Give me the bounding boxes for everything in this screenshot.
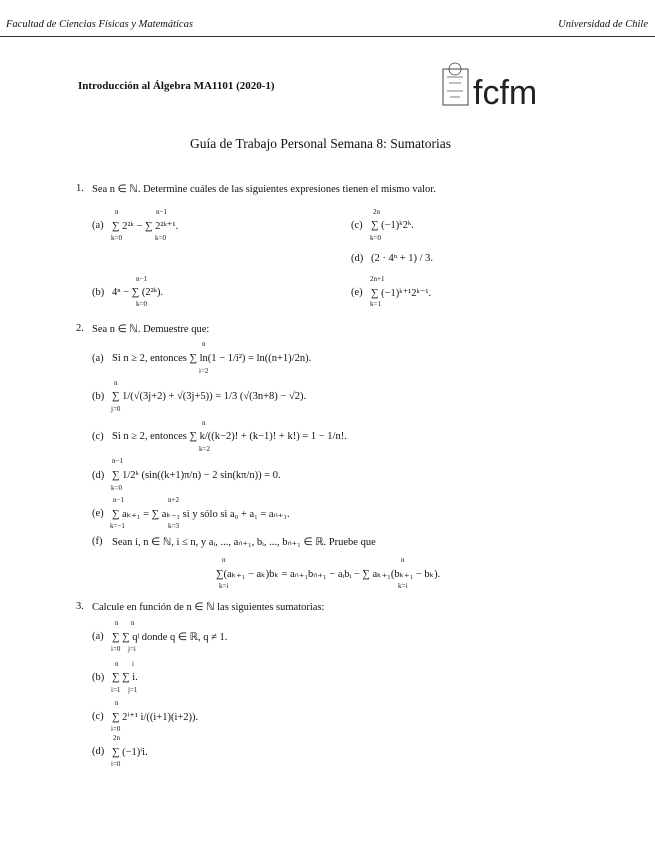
p2-b-sup1: n <box>114 379 118 387</box>
p1-d-expr: (2 · 4ⁿ + 1) / 3. <box>371 253 434 264</box>
p1-c-label: (c) <box>351 220 363 231</box>
p2-a-sub1: i=2 <box>199 367 209 375</box>
p1-c-sup1: 2n <box>373 208 380 216</box>
p1-d-label: (d) <box>351 253 364 264</box>
p1-a-label: (a) <box>92 220 104 231</box>
p2-e-sup1: n−1 <box>113 496 124 504</box>
p3-b-label: (b) <box>92 672 105 683</box>
p3-c-sub1: i=0 <box>111 725 121 733</box>
p2-b-sub1: j=0 <box>111 405 121 413</box>
p2-f-display-sup2: n <box>401 556 405 564</box>
p3-b-expr: ∑ ∑ i. <box>112 672 138 683</box>
p1-a-sup1: n <box>115 208 119 216</box>
p2-f-display: ∑(aₖ₊₁ − aₖ)bₖ = aₙ₊₁bₙ₊₁ − aᵢbᵢ − ∑ aₖ₊₁(bₖ₊₁ − bₖ). <box>216 569 441 580</box>
p1-c-sub1: k=0 <box>370 234 381 242</box>
p3-b-sup1: n <box>115 660 119 668</box>
p2-c-sub1: k=2 <box>199 445 210 453</box>
p2-d-expr: ∑ 1/2ᵏ (sin((k+1)π/n) − 2 sin(kπ/n)) = 0. <box>112 470 281 481</box>
header-university: Universidad de Chile <box>558 19 648 30</box>
p1-b-label: (b) <box>92 287 105 298</box>
svg-text:fcfm: fcfm <box>473 74 536 111</box>
p3-a-sub2: j=i <box>128 645 136 653</box>
p3-d-label: (d) <box>92 746 105 757</box>
p3-b-sub2: j=1 <box>128 686 138 694</box>
p2-e-sup2: n+2 <box>168 496 179 504</box>
p2-e-label: (e) <box>92 508 104 519</box>
p2-f-display-sup1: n <box>222 556 226 564</box>
p1-e-expr: ∑ (−1)ᵏ⁺¹2ᵏ⁻¹. <box>371 288 432 299</box>
header-faculty: Facultad de Ciencias Físicas y Matemáticas <box>6 19 193 30</box>
p1-a-sub1: k=0 <box>111 234 122 242</box>
fcfm-logo <box>441 61 536 111</box>
problem-2-number: 2. <box>76 323 84 334</box>
p3-c-expr: ∑ 2ⁱ⁺¹ i/((i+1)(i+2)). <box>112 712 199 723</box>
p2-e-sub2: k=3 <box>168 522 179 530</box>
problem-1-statement: Sea n ∈ ℕ. Determine cuáles de las siguientes expresiones tienen el mismo valor. <box>92 184 436 195</box>
p2-a-label: (a) <box>92 353 104 364</box>
p2-c-expr: Si n ≥ 2, entonces ∑ k/((k−2)! + (k−1)! + k!) = 1 − 1/n!. <box>112 431 347 442</box>
p1-b-expr: 4ⁿ − ∑ (2²ᵏ). <box>112 287 164 298</box>
problem-3-statement: Calcule en función de n ∈ ℕ las siguientes sumatorias: <box>92 602 325 613</box>
p2-c-label: (c) <box>92 431 104 442</box>
p2-d-sup1: n−1 <box>112 457 123 465</box>
p2-d-label: (d) <box>92 470 105 481</box>
p3-d-sup1: 2n <box>113 734 120 742</box>
p3-b-sub1: i=1 <box>111 686 121 694</box>
guide-title: Guía de Trabajo Personal Semana 8: Sumatorias <box>190 136 451 151</box>
p3-b-sup2: i <box>132 660 134 668</box>
p1-e-label: (e) <box>351 287 363 298</box>
p1-e-sub1: k=1 <box>370 300 381 308</box>
p3-a-sub1: i=0 <box>111 645 121 653</box>
p3-a-sup1: n <box>115 619 119 627</box>
p1-e-sup1: 2n+1 <box>370 275 385 283</box>
p3-a-sup2: n <box>131 619 135 627</box>
p2-f-display-sub1: k=i <box>219 582 229 590</box>
p2-f-expr: Sean i, n ∈ ℕ, i ≤ n, y aᵢ, ..., aₙ₊₁, bᵢ, ..., bₙ₊₁ ∈ ℝ. Pruebe que <box>112 537 376 548</box>
p2-c-sup1: n <box>202 419 206 427</box>
p3-d-sub1: i=0 <box>111 760 121 768</box>
p2-b-label: (b) <box>92 391 105 402</box>
p1-a-expr: ∑ 2²ᵏ − ∑ 2²ᵏ⁺¹. <box>112 221 179 232</box>
p3-d-expr: ∑ (−1)ⁱi. <box>112 747 148 758</box>
p2-f-display-sub2: k=i <box>398 582 408 590</box>
p1-c-expr: ∑ (−1)ᵏ2ᵏ. <box>371 220 414 231</box>
p2-d-sub1: k=0 <box>111 484 122 492</box>
p3-c-label: (c) <box>92 711 104 722</box>
p1-a-sub2: k=0 <box>155 234 166 242</box>
p1-b-sub1: k=0 <box>136 300 147 308</box>
p1-b-sup1: n−1 <box>136 275 147 283</box>
p2-e-expr: ∑ aₖ₊₁ = ∑ aₖ₋₁ si y sólo si a₀ + a₁ = aₙ₊₁. <box>112 509 290 520</box>
problem-1-number: 1. <box>76 183 84 194</box>
p3-a-label: (a) <box>92 631 104 642</box>
p3-c-sup1: n <box>115 699 119 707</box>
header-rule <box>0 36 655 37</box>
p2-e-sub1: k=−1 <box>110 522 125 530</box>
course-title: Introducción al Álgebra MA1101 (2020-1) <box>78 80 275 92</box>
p3-a-expr: ∑ ∑ qʲ donde q ∈ ℝ, q ≠ 1. <box>112 632 228 643</box>
p2-b-expr: ∑ 1/(√(3j+2) + √(3j+5)) = 1/3 (√(3n+8) − √2). <box>112 391 307 402</box>
p1-a-sup2: n−1 <box>156 208 167 216</box>
problem-2-statement: Sea n ∈ ℕ. Demuestre que: <box>92 324 210 335</box>
p2-f-label: (f) <box>92 536 103 547</box>
p2-a-expr: Si n ≥ 2, entonces ∑ ln(1 − 1/i²) = ln((n+1)/2n). <box>112 353 312 364</box>
p2-a-sup1: n <box>202 340 206 348</box>
problem-3-number: 3. <box>76 601 84 612</box>
